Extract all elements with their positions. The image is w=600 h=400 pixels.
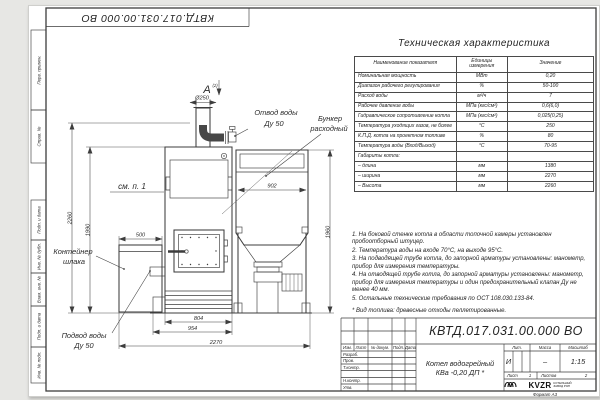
spec-table-title: Техническая характеристика (398, 38, 550, 49)
margin-sprav: Справ. № (36, 126, 42, 147)
spec-row: – Высота мм 2260 (355, 182, 594, 192)
notes-block (352, 232, 594, 316)
margin-inv-podl: Инв. № подл. (36, 351, 42, 379)
dim-2270: 2270 (209, 340, 223, 346)
titleblock-doc-number: КВТД.017.031.00.000 ВО (429, 324, 583, 338)
note-fuel-type: * Вид топлива: древесные отходы пеллетированные. (352, 307, 507, 314)
fuel-hopper (234, 150, 310, 313)
logo-sub-line1: КОТЕЛЬНЫЙ (553, 380, 572, 385)
col-list: Лист (355, 345, 367, 350)
col-data: Дата (405, 345, 416, 350)
label-water-inlet-1: Подвод воды (61, 331, 107, 340)
dim-1990: 1990 (85, 223, 92, 237)
spec-row: Диапазон рабочего регулирования % 50-100 (355, 82, 594, 92)
sheets-number: 2 (584, 373, 588, 378)
row-utv: Утв. (343, 384, 353, 390)
spec-row: Расход воды м³/ч 7 (355, 92, 594, 102)
spec-table (354, 56, 594, 192)
row-prov: Пров. (343, 358, 355, 364)
slag-container (119, 245, 162, 312)
spec-row: Температура воды (Вход/Выход) °С 70-95 (355, 142, 594, 152)
manufacturer-logo (504, 379, 596, 391)
chimney-and-outlet (194, 108, 237, 148)
annotations (53, 80, 347, 350)
kvzr-coil-icon (504, 379, 517, 388)
lit-value: И (505, 357, 512, 366)
note-3: 3. На подводящей трубе котла, до запорной арматуры установлены: манометр, прибор для измерения температуры. (352, 256, 586, 270)
col-header-value: Значение (507, 57, 593, 73)
note-1: 1. На боковой стенке котла в области топочной камеры установлен пробоотборный штуцер. (352, 232, 552, 246)
dim-500: 500 (135, 232, 146, 239)
col-izm: Изм. (343, 345, 352, 350)
spec-row: Рабочее давление воды МПа (кгс/см²) 0,6(6,0) (355, 102, 594, 112)
furnace-door (168, 230, 228, 272)
kvzr-logo-text: KVZR (528, 380, 552, 390)
row-nkontr: Н.контр. (343, 378, 361, 384)
sheets-label: Листов (541, 373, 557, 378)
note-4: 4. На отводящей трубе котла, до запорной арматуры установлены: манометр, прибор для измерения температуры и один предохранительный клапан Ду не менее 40 мм. (352, 272, 584, 294)
scale-label: Масштаб (568, 345, 588, 350)
dim-250: Ø250 (195, 95, 209, 102)
spec-row: – длина мм 1380 (355, 162, 594, 172)
margin-podp-data-2: Подп. и дата (36, 312, 42, 341)
label-water-inlet-2: Ду 50 (74, 341, 94, 350)
note-2: 2. Температура воды на входе 70°С, на выходе 95°С. (352, 247, 504, 254)
margin-inv-dubl: Инв. № дубл. (36, 242, 42, 271)
spec-row: Гидравлическое сопротивление котла МПа (кгс/см²) 0,025(0,25) (355, 112, 594, 122)
label-hopper-2: расходный (310, 124, 348, 133)
margin-perv-primen: Перв. примен. (36, 55, 42, 85)
label-water-outlet-2: Ду 50 (264, 119, 284, 128)
spec-header-row (355, 57, 594, 73)
margin-vzam-inv: Взам. инв. № (36, 275, 42, 304)
note-5: 5. Остальные технические требования по ОСТ 108.030.133-84. (352, 295, 535, 302)
spec-row: Номинальная мощность МВт 0,20 (355, 72, 594, 82)
col-podp: Подп. (392, 345, 405, 350)
view-a-ref: (2) (212, 83, 218, 88)
spec-table-block (354, 38, 594, 192)
dim-902: 902 (267, 183, 277, 190)
col-header-units: Единицы измерения (456, 57, 507, 73)
format-label: Формат А3 (533, 391, 558, 397)
product-name-line1: Котел водогрейный (425, 358, 495, 368)
logo-sub-line2: ЗАВОД РЭП (553, 384, 570, 388)
lit-label: Лит. (512, 345, 522, 350)
col-header-name: Наименование показателя (355, 57, 457, 73)
sheet-number: 1 (528, 373, 532, 378)
sheet-label: Лист (507, 373, 518, 378)
view-a-label: А (203, 84, 211, 96)
margin-stamp-column (31, 30, 46, 383)
mass-label: Масса (538, 345, 552, 350)
dim-2260: 2260 (67, 211, 74, 225)
margin-podp-data-1: Подп. и дата (36, 206, 42, 234)
spec-row: Температура уходящих газов, не более °С 250 (355, 122, 594, 132)
label-slag-1: Контейнер (53, 247, 93, 256)
scale-value: 1:15 (570, 357, 586, 366)
label-slag-2: шлака (62, 257, 86, 266)
label-water-outlet-1: Отвод воды (254, 108, 298, 117)
col-ndoc: № докум. (370, 345, 390, 350)
row-razrab: Разраб. (343, 351, 359, 357)
dim-804: 804 (193, 316, 204, 322)
dim-954: 954 (187, 326, 198, 332)
mass-value: – (542, 357, 548, 366)
rotated-doc-number: КВТД.017.031.00.000 ВО (80, 12, 215, 24)
row-tkontr: Т.контр. (343, 364, 360, 370)
product-name (416, 344, 504, 391)
spec-row: Габариты котла: (355, 152, 594, 162)
product-name-line2: КВа -0,20 ДП * (435, 367, 485, 377)
spec-row: – ширина мм 2270 (355, 172, 594, 182)
label-see-note-1: см. п. 1 (118, 182, 146, 191)
label-hopper-1: Бункер (317, 114, 343, 123)
dim-1960: 1960 (325, 225, 332, 239)
spec-row: К.П.Д. котла на проектном топливе % 80 (355, 132, 594, 142)
